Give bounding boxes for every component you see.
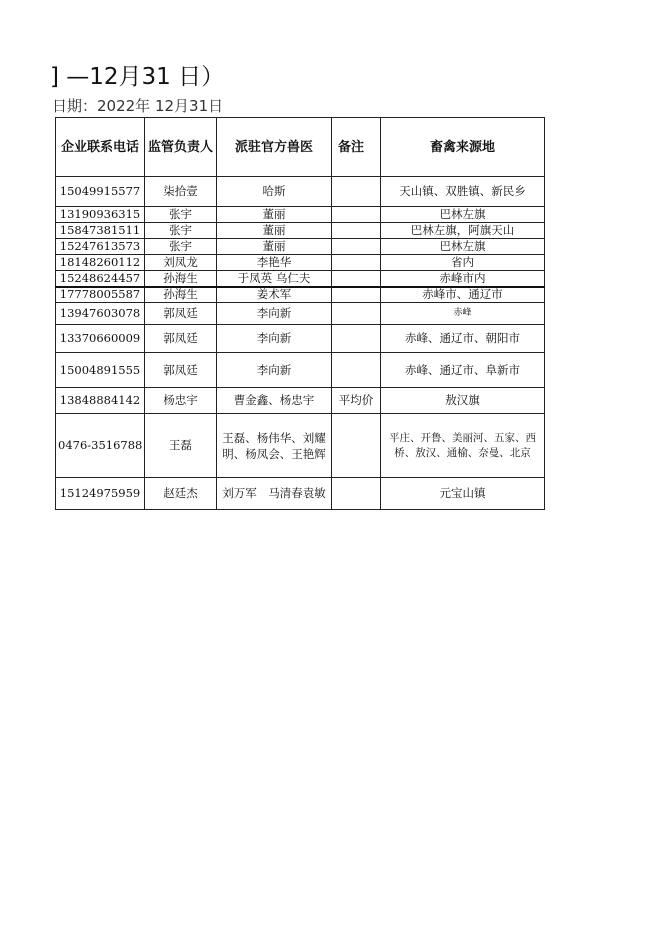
cell-note: 平均价 — [332, 388, 381, 414]
cell-supervisor: 刘凤龙 — [145, 255, 217, 271]
cell-origin: 省内 — [381, 255, 545, 271]
livestock-supervision-table — [55, 117, 545, 510]
cell-supervisor: 郭凤廷 — [145, 325, 217, 353]
cell-note — [332, 239, 381, 255]
column-header-vet: 派驻官方兽医 — [217, 118, 332, 177]
cell-vet: 董丽 — [217, 239, 332, 255]
cell-origin: 平庄、开鲁、美丽河、五家、西桥、敖汉、通榆、奈曼、北京 — [381, 414, 545, 478]
cell-phone: 15248624457 — [56, 271, 145, 287]
cell-origin: 天山镇、双胜镇、新民乡 — [381, 177, 545, 207]
cell-origin: 赤峰 — [381, 303, 545, 325]
table-row — [56, 414, 545, 478]
cell-phone: 13190936315 — [56, 207, 145, 223]
cell-supervisor: 柒拾壹 — [145, 177, 217, 207]
cell-origin: 赤峰市、通辽市 — [381, 287, 545, 303]
report-date: 日期：2022年 12月31日 — [52, 97, 224, 115]
cell-phone: 15049915577 — [56, 177, 145, 207]
cell-vet: 姜术军 — [217, 287, 332, 303]
page-title: ] —12月31 日） — [50, 64, 225, 90]
cell-vet: 李向新 — [217, 303, 332, 325]
cell-origin: 巴林左旗，阿旗天山 — [381, 223, 545, 239]
cell-origin: 敖汉旗 — [381, 388, 545, 414]
cell-supervisor: 张宇 — [145, 223, 217, 239]
column-header-phone: 企业联系电话 — [56, 118, 145, 177]
cell-vet: 董丽 — [217, 223, 332, 239]
cell-phone: 13370660009 — [56, 325, 145, 353]
cell-supervisor: 郭凤廷 — [145, 353, 217, 388]
cell-note — [332, 271, 381, 287]
cell-phone: 17778005587 — [56, 287, 145, 303]
cell-note — [332, 207, 381, 223]
cell-note — [332, 478, 381, 510]
cell-note — [332, 255, 381, 271]
cell-supervisor: 赵廷杰 — [145, 478, 217, 510]
cell-supervisor: 杨忠宇 — [145, 388, 217, 414]
cell-phone: 13848884142 — [56, 388, 145, 414]
table-row — [56, 255, 545, 271]
cell-origin: 元宝山镇 — [381, 478, 545, 510]
cell-phone: 18148260112 — [56, 255, 145, 271]
cell-note — [332, 414, 381, 478]
cell-vet: 王磊、杨伟华、刘耀明、杨凤会、王艳辉 — [217, 414, 332, 478]
cell-vet: 曹金鑫、杨忠宇 — [217, 388, 332, 414]
cell-phone: 13947603078 — [56, 303, 145, 325]
cell-note — [332, 177, 381, 207]
table-row — [56, 303, 545, 325]
cell-supervisor: 王磊 — [145, 414, 217, 478]
cell-phone: 15004891555 — [56, 353, 145, 388]
cell-origin: 赤峰市内 — [381, 271, 545, 287]
cell-phone: 0476-3516788 — [56, 414, 145, 478]
table-row — [56, 353, 545, 388]
table-row — [56, 223, 545, 239]
cell-phone: 15247613573 — [56, 239, 145, 255]
table-row — [56, 287, 545, 303]
table-row — [56, 239, 545, 255]
cell-vet: 董丽 — [217, 207, 332, 223]
cell-phone: 15847381511 — [56, 223, 145, 239]
cell-vet: 刘万军 马清春袁敏 — [217, 478, 332, 510]
cell-supervisor: 郭凤廷 — [145, 303, 217, 325]
column-header-supervisor: 监管负责人 — [145, 118, 217, 177]
table-header-row — [56, 118, 545, 177]
table-row — [56, 325, 545, 353]
cell-origin: 赤峰、通辽市、朝阳市 — [381, 325, 545, 353]
cell-vet: 李艳华 — [217, 255, 332, 271]
cell-vet: 李向新 — [217, 325, 332, 353]
cell-vet: 哈斯 — [217, 177, 332, 207]
cell-origin: 巴林左旗 — [381, 207, 545, 223]
cell-note — [332, 223, 381, 239]
cell-vet: 于凤英 乌仁夫 — [217, 271, 332, 287]
column-header-origin: 畜禽来源地 — [381, 118, 545, 177]
cell-vet: 李向新 — [217, 353, 332, 388]
cell-origin: 赤峰、通辽市、阜新市 — [381, 353, 545, 388]
cell-note — [332, 287, 381, 303]
cell-note — [332, 325, 381, 353]
cell-note — [332, 353, 381, 388]
table-row — [56, 177, 545, 207]
cell-supervisor: 孙海生 — [145, 271, 217, 287]
table-row — [56, 207, 545, 223]
column-header-note: 备注 — [332, 118, 381, 177]
cell-note — [332, 303, 381, 325]
cell-origin: 巴林左旗 — [381, 239, 545, 255]
cell-supervisor: 张宇 — [145, 207, 217, 223]
cell-supervisor: 张宇 — [145, 239, 217, 255]
cell-supervisor: 孙海生 — [145, 287, 217, 303]
cell-phone: 15124975959 — [56, 478, 145, 510]
table-row — [56, 478, 545, 510]
table-row — [56, 271, 545, 287]
table-row — [56, 388, 545, 414]
